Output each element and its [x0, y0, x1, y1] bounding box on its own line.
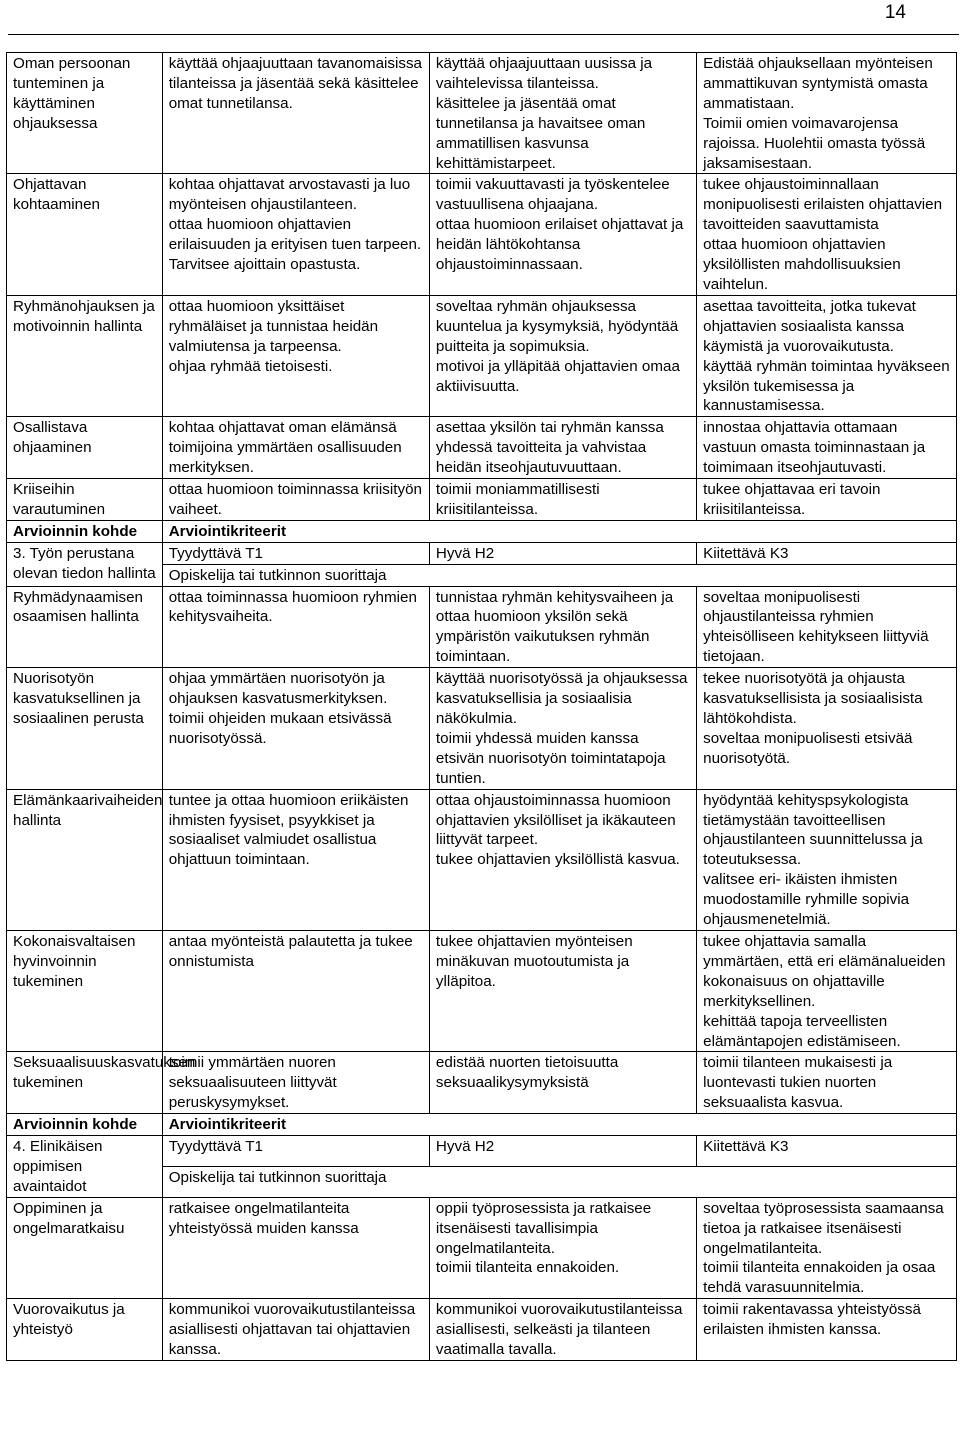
topic-cell: Elämänkaarivaiheiden hallinta: [7, 789, 163, 930]
h2-cell: [429, 586, 696, 668]
k3-cell-entry: tukee ohjattavia samalla ymmärtäen, että eri elämänalueiden kokonaisuus on ohjattaville merkityksellinen.: [703, 932, 946, 1010]
k3-cell-entry: soveltaa monipuolisesti etsivää nuorisotyötä.: [703, 729, 913, 767]
h2-cell-entry: edistää nuorten tietoisuutta seksuaalikysymyksistä: [435, 1054, 619, 1092]
h2-cell: [429, 417, 696, 479]
assessment-criteria-heading: Arviointikriteerit: [162, 1114, 956, 1136]
k3-cell-entry: soveltaa monipuolisesti ohjaustilanteissa ryhmien yhteisölliseen kehitykseen liittyviä tietojaan.: [703, 588, 929, 666]
level-k3: Kiitettävä K3: [697, 1136, 957, 1167]
h2-cell-entry: kommunikoi vuorovaikutustilanteissa asiallisesti, selkeästi ja tilanteen vaatimalla tavalla.: [435, 1301, 683, 1359]
k3-cell: [697, 1299, 957, 1361]
level-t1: Tyydyttävä T1: [162, 1136, 429, 1167]
h2-cell: [429, 1052, 696, 1114]
t1-cell: [162, 930, 429, 1051]
level-k3: Kiitettävä K3: [697, 542, 957, 564]
t1-cell: [162, 668, 429, 789]
level-t1: Tyydyttävä T1: [162, 542, 429, 564]
k3-cell: [697, 1197, 957, 1299]
topic-cell: Ohjattavan kohtaaminen: [7, 174, 163, 295]
h2-cell: [429, 295, 696, 416]
h2-cell-entry: toimii vakuuttavasti ja työskentelee vastuullisena ohjaajana.: [435, 176, 670, 214]
k3-cell-entry: ottaa huomioon ohjattavien yksilöllisten mahdollisuuksien vaihtelun.: [703, 236, 901, 293]
k3-cell: [697, 586, 957, 668]
t1-cell-entry: ottaa huomioon yksittäiset ryhmäläiset ja tunnistaa heidän valmiutensa ja tarpeensa.: [168, 297, 379, 355]
criteria-table: [6, 52, 957, 1361]
h2-cell: [429, 479, 696, 521]
assessment-target-heading: Arvioinnin kohde: [7, 520, 163, 542]
h2-cell-entry: motivoi ja ylläpitää ohjattavien omaa aktiivisuutta.: [435, 357, 680, 395]
k3-cell-entry: toimii rakentavassa yhteistyössä erilaisten ihmisten kanssa.: [703, 1301, 921, 1339]
section-subtitle: Opiskelija tai tutkinnon suorittaja: [162, 1166, 956, 1197]
t1-cell: [162, 1299, 429, 1361]
criteria-table-body: [7, 53, 957, 1361]
topic-cell: Kokonaisvaltaisen hyvinvoinnin tukeminen: [7, 930, 163, 1051]
k3-cell: [697, 295, 957, 416]
topic-cell: Kriiseihin varautuminen: [7, 479, 163, 521]
h2-cell-entry: toimii moniammatillisesti kriisitilanteissa.: [435, 481, 600, 518]
h2-cell-entry: toimii tilanteita ennakoiden.: [435, 1259, 620, 1277]
h2-cell: [429, 789, 696, 930]
k3-cell-entry: hyödyntää kehityspsykologista tietämystään tavoitteellisen ohjaustilanteen suunnittelussa ja toteutuksessa.: [703, 791, 923, 869]
table-row: [7, 295, 957, 416]
h2-cell: [429, 930, 696, 1051]
table-row: [7, 668, 957, 789]
k3-cell: [697, 174, 957, 295]
k3-cell-entry: tukee ohjaustoiminnallaan monipuolisesti erilaisten ohjattavien tavoitteiden saavuttamista: [703, 176, 943, 234]
k3-cell-entry: toimii tilanteen mukaisesti ja luontevasti tukien nuorten seksuaalista kasvua.: [703, 1054, 893, 1112]
topic-cell: Vuorovaikutus ja yhteistyö: [7, 1299, 163, 1361]
k3-cell-entry: kehittää tapoja terveellisten elämäntapojen edistämiseen.: [703, 1012, 901, 1050]
t1-cell-entry: ratkaisee ongelmatilanteita yhteistyössä muiden kanssa: [168, 1199, 359, 1237]
h2-cell-entry: soveltaa ryhmän ohjauksessa kuuntelua ja kysymyksiä, hyödyntää puitteita ja sopimuksia.: [435, 297, 679, 355]
k3-cell: [697, 53, 957, 174]
t1-cell-entry: toimii ohjeiden mukaan etsivässä nuorisotyössä.: [168, 710, 392, 747]
t1-cell-entry: antaa myönteistä palautetta ja tukee onnistumista: [168, 932, 413, 970]
k3-cell: [697, 417, 957, 479]
h2-cell: [429, 53, 696, 174]
table-row: [7, 417, 957, 479]
table-row: [7, 586, 957, 668]
header-rule: [8, 34, 959, 35]
level-h2: Hyvä H2: [429, 542, 696, 564]
section-header-row: [7, 1114, 957, 1136]
h2-cell-entry: toimii yhdessä muiden kanssa etsivän nuorisotyön toimintatapoja tuntien.: [435, 729, 666, 787]
k3-cell: [697, 789, 957, 930]
topic-cell: Osallistava ohjaaminen: [7, 417, 163, 479]
levels-row: [7, 542, 957, 564]
section-header-row: [7, 520, 957, 542]
k3-cell-entry: asettaa tavoitteita, jotka tukevat ohjattavien sosiaalista kanssa käymistä ja vuorovaikutusta.: [703, 297, 916, 355]
h2-cell: [429, 668, 696, 789]
t1-cell-entry: tuntee ja ottaa huomioon eriikäisten ihmisten fyysiset, psyykkiset ja sosiaaliset valmiudet osallistua ohjattuun toimintaan.: [168, 791, 409, 869]
k3-cell-entry: Toimii omien voimavarojensa rajoissa. Huolehtii omasta työssä jaksamisestaan.: [703, 114, 926, 172]
h2-cell-entry: käyttää ohjaajuuttaan uusissa ja vaihtelevissa tilanteissa.: [435, 55, 653, 92]
h2-cell-entry: käyttää nuorisotyössä ja ohjauksessa kasvatuksellisia ja sosiaalisia näkökulmia.: [435, 670, 688, 727]
t1-cell: [162, 1197, 429, 1299]
t1-cell: [162, 1052, 429, 1114]
h2-cell: [429, 174, 696, 295]
t1-cell: [162, 53, 429, 174]
h2-cell-entry: oppii työprosessista ja ratkaisee itsenäisesti tavallisimpia ongelmatilanteita.: [435, 1199, 652, 1257]
topic-cell: Ryhmädynaamisen osaamisen hallinta: [7, 586, 163, 668]
h2-cell-entry: käsittelee ja jäsentää omat tunnetilansa ja havaitsee oman ammatillisen kasvunsa kehittämistarpeet.: [435, 94, 646, 172]
k3-cell: [697, 668, 957, 789]
h2-cell-entry: tukee ohjattavien myönteisen minäkuvan muotoutumista ja ylläpitoa.: [435, 932, 633, 990]
t1-cell-entry: ottaa toiminnassa huomioon ryhmien kehitysvaiheita.: [168, 588, 417, 626]
table-row: [7, 174, 957, 295]
table-row: [7, 479, 957, 521]
t1-cell-entry: ohjaa ymmärtäen nuorisotyön ja ohjauksen kasvatusmerkityksen.: [168, 670, 388, 708]
t1-cell: [162, 586, 429, 668]
t1-cell-entry: ohjaa ryhmää tietoisesti.: [168, 357, 333, 375]
topic-cell: Oppiminen ja ongelmaratkaisu: [7, 1197, 163, 1299]
k3-cell-entry: tukee ohjattavaa eri tavoin kriisitilanteissa.: [703, 481, 881, 518]
table-row: [7, 1197, 957, 1299]
h2-cell-entry: ottaa huomioon erilaiset ohjattavat ja heidän lähtökohtansa ohjaustoiminnassaan.: [435, 216, 684, 274]
h2-cell-entry: asettaa yksilön tai ryhmän kanssa yhdessä tavoitteita ja vahvistaa heidän itseohjautuvuuttaan.: [435, 419, 664, 477]
h2-cell-entry: tunnistaa ryhmän kehitysvaiheen ja ottaa huomioon yksilön sekä ympäristön vaikutuksen ryhmän toimintaan.: [435, 588, 674, 666]
assessment-target-heading: Arvioinnin kohde: [7, 1114, 163, 1136]
t1-cell-entry: kohtaa ohjattavat oman elämänsä toimijoina ymmärtäen osallisuuden merkityksen.: [168, 419, 402, 477]
t1-cell-entry: kommunikoi vuorovaikutustilanteissa asiallisesti ohjattavan tai ohjattavien kanssa.: [168, 1301, 416, 1359]
k3-cell: [697, 1052, 957, 1114]
t1-cell-entry: kohtaa ohjattavat arvostavasti ja luo myönteisen ohjaustilanteen.: [168, 176, 411, 214]
table-row: [7, 1052, 957, 1114]
h2-cell-entry: tukee ohjattavien yksilöllistä kasvua.: [435, 851, 680, 869]
k3-cell-entry: Edistää ohjauksellaan myönteisen ammattikuvan syntymistä omasta ammatistaan.: [703, 55, 933, 112]
h2-cell: [429, 1299, 696, 1361]
levels-row: [7, 1136, 957, 1167]
t1-cell-entry: toimii ymmärtäen nuoren seksuaalisuuteen liittyvät peruskysymykset.: [168, 1054, 337, 1112]
table-row: [7, 930, 957, 1051]
t1-cell-entry: käyttää ohjaajuuttaan tavanomaisissa tilanteissa ja jäsentää sekä käsittelee omat tunnetilansa.: [168, 55, 422, 112]
t1-cell: [162, 789, 429, 930]
k3-cell-entry: tekee nuorisotyötä ja ohjausta kasvatuksellisista ja sosiaalisista lähtökohdista.: [703, 670, 923, 727]
h2-cell-entry: ottaa ohjaustoiminnassa huomioon ohjattavien yksilölliset ja ikäkauteen liittyvät tarpeet.: [435, 791, 676, 849]
k3-cell-entry: valitsee eri- ikäisten ihmisten muodostamille ryhmille sopivia ohjausmenetelmiä.: [703, 871, 910, 929]
t1-cell: [162, 295, 429, 416]
t1-cell: [162, 417, 429, 479]
assessment-criteria-heading: Arviointikriteerit: [162, 520, 956, 542]
table-row: [7, 1299, 957, 1361]
topic-cell: Seksuaalisuuskasvatuksen tukeminen: [7, 1052, 163, 1114]
k3-cell-entry: käyttää ryhmän toimintaa hyväkseen yksilön tukemisessa ja kannustamisessa.: [703, 357, 950, 415]
topic-cell: Oman persoonan tunteminen ja käyttäminen ohjauksessa: [7, 53, 163, 174]
k3-cell-entry: soveltaa työprosessista saamaansa tietoa ja ratkaisee itsenäisesti ongelmatilanteita.: [703, 1199, 944, 1257]
level-h2: Hyvä H2: [429, 1136, 696, 1167]
t1-cell: [162, 479, 429, 521]
k3-cell-entry: toimii tilanteita ennakoiden ja osaa tehdä varasuunnitelmia.: [703, 1259, 936, 1297]
topic-cell: Ryhmänohjauksen ja motivoinnin hallinta: [7, 295, 163, 416]
t1-cell-entry: ottaa huomioon ohjattavien erilaisuuden ja erityisen tuen tarpeen. Tarvitsee ajoittain opastusta.: [168, 216, 422, 274]
section-title: 3. Työn perustana olevan tiedon hallinta: [7, 542, 163, 586]
k3-cell: [697, 930, 957, 1051]
h2-cell: [429, 1197, 696, 1299]
k3-cell: [697, 479, 957, 521]
page-number: 14: [884, 2, 906, 23]
topic-cell: Nuorisotyön kasvatuksellinen ja sosiaalinen perusta: [7, 668, 163, 789]
t1-cell: [162, 174, 429, 295]
section-subtitle: Opiskelija tai tutkinnon suorittaja: [162, 564, 956, 586]
t1-cell-entry: ottaa huomioon toiminnassa kriisityön vaiheet.: [168, 481, 422, 518]
table-row: [7, 53, 957, 174]
table-row: [7, 789, 957, 930]
section-title: 4. Elinikäisen oppimisen avaintaidot: [7, 1136, 163, 1198]
k3-cell-entry: innostaa ohjattavia ottamaan vastuun omasta toiminnastaan ja toimimaan itseohjautuvasti.: [703, 419, 926, 477]
